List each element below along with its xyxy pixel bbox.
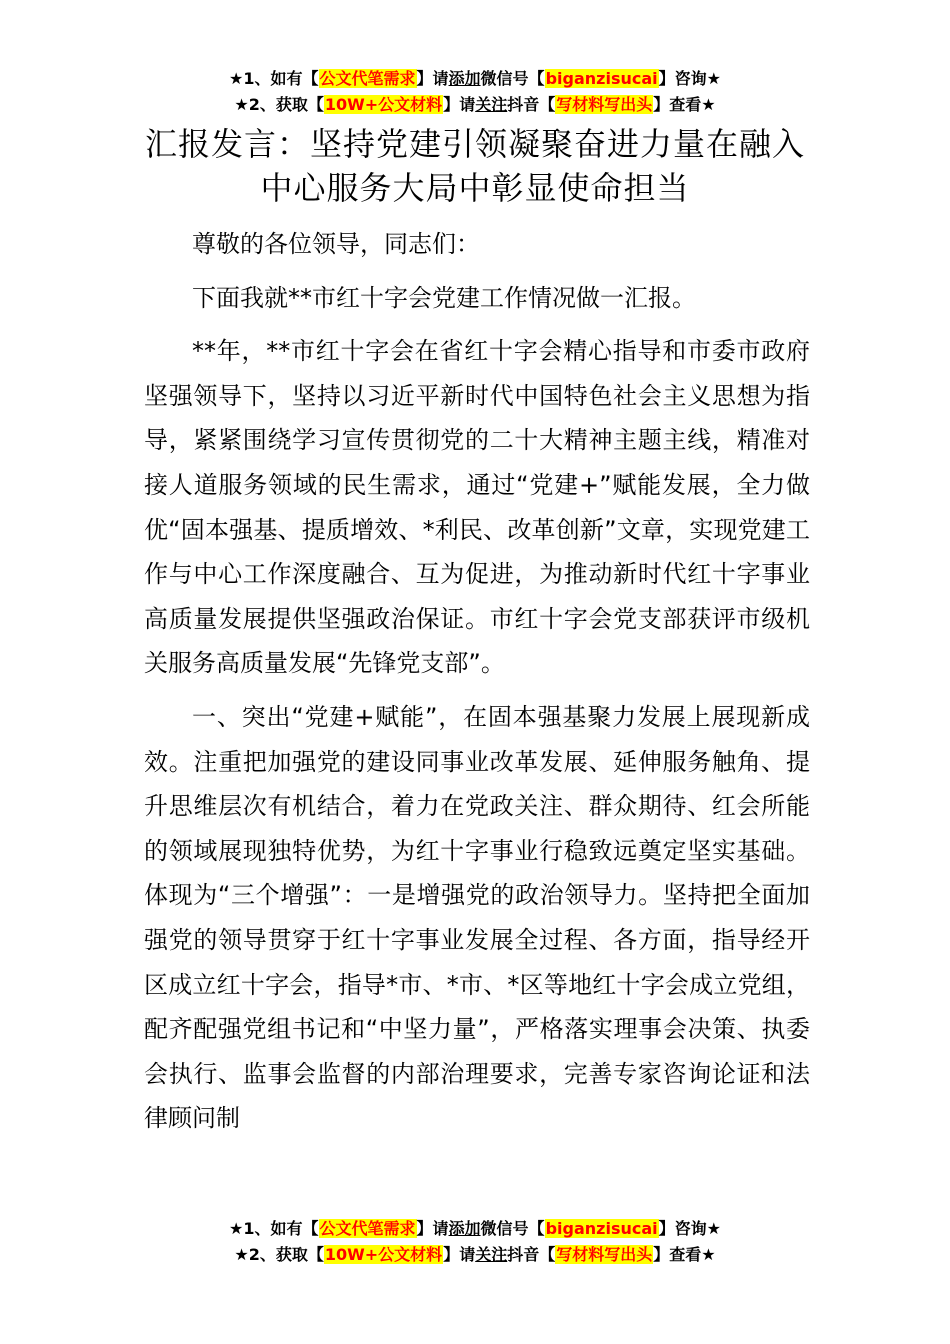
- promo-text: 】请: [443, 95, 476, 114]
- promo-text: 】查看★: [653, 95, 716, 114]
- promo-text: ★1、如有【: [229, 69, 319, 88]
- promo-text: 】咨询★: [658, 1219, 721, 1238]
- promo-text: 抖音【: [507, 1245, 556, 1264]
- promo-text: ★1、如有【: [229, 1219, 319, 1238]
- promo-banner-top: [0, 66, 950, 118]
- promo-emphasis: 关注: [475, 95, 508, 114]
- promo-text: 】咨询★: [658, 69, 721, 88]
- promo-text: 】查看★: [653, 1245, 716, 1264]
- promo-text: ★2、获取【: [234, 1245, 324, 1264]
- promo-highlight: 写材料写出头: [556, 95, 653, 114]
- promo-highlight: 10W+公文材料: [324, 95, 443, 114]
- promo-text: 】请: [443, 1245, 476, 1264]
- promo-text: 】请: [416, 1219, 449, 1238]
- promo-emphasis: 添加: [448, 1219, 481, 1238]
- promo-line-1: [0, 66, 950, 92]
- promo-highlight: biganzisucai: [545, 1219, 658, 1238]
- promo-line-2: [0, 1242, 950, 1268]
- promo-text: ★2、获取【: [234, 95, 324, 114]
- paragraph-intro: 下面我就**市红十字会党建工作情况做一汇报。: [192, 283, 696, 312]
- promo-highlight: 写材料写出头: [556, 1245, 653, 1264]
- document-title: 汇报发言：坚持党建引领凝聚奋进力量在融入中心服务大局中彰显使命担当: [144, 125, 805, 207]
- paragraph-salutation: 尊敬的各位领导，同志们：: [192, 230, 480, 258]
- paragraph-section-one: 一、突出“党建+赋能”，在固本强基聚力发展上展现新成效。注重把加强党的建设同事业改革发展、延伸服务触角、提升思维层次有机结合，着力在党政关注、群众期待、红会所能的领域展现独特优势，为红十字事业行稳致远奠定坚实基础。体现为“三个增强”：一是增强党的政治领导力。坚持把全面加强党的领导贯穿于红十字事业发展全过程、各方面，指导经开区成立红十字会，指导*市、*市、*区等地红十字会成立党组，配齐配强党组书记和“中坚力量”，严格落实理事会决策、执委会执行、监事会监督的内部治理要求，完善专家咨询论证和法律顾问制: [144, 702, 810, 1133]
- promo-highlight: 公文代笔需求: [319, 1219, 416, 1238]
- promo-highlight: 10W+公文材料: [324, 1245, 443, 1264]
- promo-emphasis: 关注: [475, 1245, 508, 1264]
- promo-highlight: biganzisucai: [545, 69, 658, 88]
- promo-text: 抖音【: [507, 95, 556, 114]
- document-body: [144, 222, 810, 1150]
- promo-highlight: 公文代笔需求: [319, 69, 416, 88]
- paragraph-overview: **年，**市红十字会在省红十字会精心指导和市委市政府坚强领导下，坚持以习近平新时代中国特色社会主义思想为指导，紧紧围绕学习宣传贯彻党的二十大精神主题主线，精准对接人道服务领域的民生需求，通过“党建+”赋能发展，全力做优“固本强基、提质增效、*利民、改革创新”文章，实现党建工作与中心工作深度融合、互为促进，为推动新时代红十字事业高质量发展提供坚强政治保证。市红十字会党支部获评市级机关服务高质量发展“先锋党支部”。: [144, 337, 810, 678]
- promo-text: 微信号【: [480, 69, 545, 88]
- promo-text: 微信号【: [480, 1219, 545, 1238]
- promo-emphasis: 添加: [448, 69, 481, 88]
- promo-banner-bottom: [0, 1216, 950, 1268]
- promo-line-2: [0, 92, 950, 118]
- promo-line-1: [0, 1216, 950, 1242]
- promo-text: 】请: [416, 69, 449, 88]
